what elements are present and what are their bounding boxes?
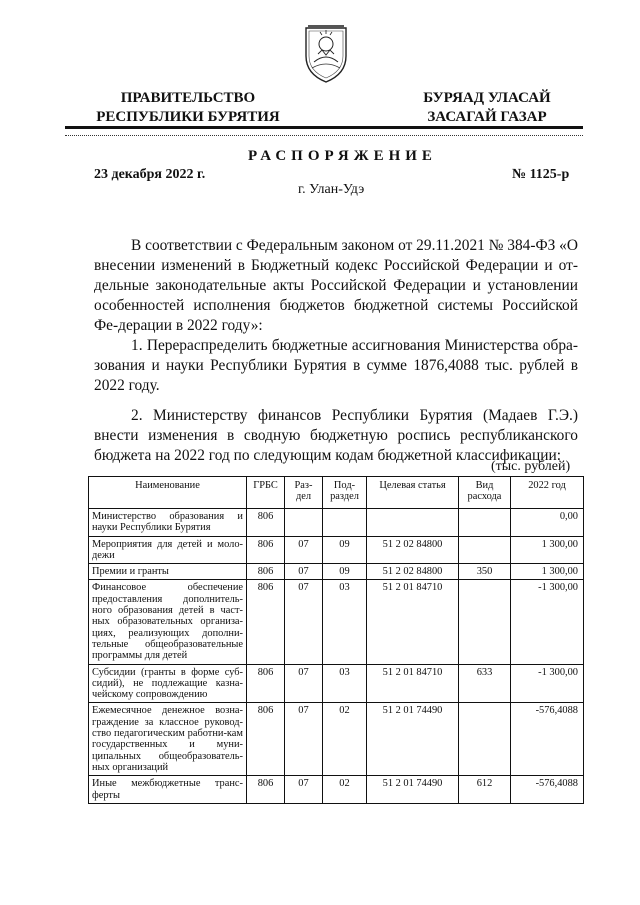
budget-table <box>88 476 584 804</box>
document-title: РАСПОРЯЖЕНИЕ <box>248 148 437 164</box>
cell-name: Министерство образования и науки Республики Бурятия <box>89 509 247 537</box>
cell-target-article: 51 2 02 84800 <box>367 536 459 564</box>
document-number: № 1125-р <box>512 167 570 182</box>
cell-name: Субсидии (гранты в форме суб-сидий), не подлежащие казна-чейскому сопровождению <box>89 664 247 703</box>
cell-section: 07 <box>285 776 323 804</box>
cell-grbs: 806 <box>247 509 285 537</box>
cell-expense-type <box>459 703 511 776</box>
table-row <box>89 776 584 804</box>
cell-amount: 0,00 <box>511 509 584 537</box>
header-right-line2: ЗАСАГАЙ ГАЗАР <box>427 109 547 125</box>
table-unit-label: (тыс. рублей) <box>491 459 571 474</box>
cell-subsection: 02 <box>323 776 367 804</box>
cell-name: Ежемесячное денежное возна-граждение за классное руковод-ство педагогическим работни-кам государственных и муни-ципальных общеобразователь-ных организаций <box>89 703 247 776</box>
cell-subsection: 03 <box>323 580 367 664</box>
cell-section: 07 <box>285 664 323 703</box>
paragraph-item-2: 2. Министерству финансов Республики Бурятия (Мадаев Г.Э.) внести изменения в сводную бюджетную роспись республиканского бюджета на 2022 год по следующим кодам бюджетной классификации: <box>94 407 578 464</box>
header-left <box>78 89 298 127</box>
table-row <box>89 664 584 703</box>
table-header-row <box>89 477 584 509</box>
column-header-subsection: Под-раздел <box>323 477 367 509</box>
cell-grbs: 806 <box>247 664 285 703</box>
cell-section: 07 <box>285 580 323 664</box>
cell-expense-type: 612 <box>459 776 511 804</box>
header-left-line1: ПРАВИТЕЛЬСТВО <box>120 90 256 106</box>
column-header-grbs: ГРБС <box>247 477 285 509</box>
cell-subsection: 09 <box>323 564 367 580</box>
cell-amount: 1 300,00 <box>511 536 584 564</box>
cell-target-article: 51 2 01 74490 <box>367 776 459 804</box>
cell-amount: 1 300,00 <box>511 564 584 580</box>
cell-name: Премии и гранты <box>89 564 247 580</box>
paragraph-item-1: 1. Перераспределить бюджетные ассигнования Министерства обра-зования и науки Республики Бурятия в сумме 1876,4088 тыс. рублей в 2022 году. <box>94 337 578 394</box>
cell-target-article: 51 2 01 74490 <box>367 703 459 776</box>
column-header-name: Наименование <box>89 477 247 509</box>
cell-grbs: 806 <box>247 536 285 564</box>
cell-section <box>285 509 323 537</box>
cell-section: 07 <box>285 703 323 776</box>
cell-subsection: 09 <box>323 536 367 564</box>
cell-target-article: 51 2 02 84800 <box>367 564 459 580</box>
table-row <box>89 580 584 664</box>
cell-subsection: 03 <box>323 664 367 703</box>
document-city: г. Улан-Удэ <box>298 182 365 197</box>
header-right-line1: БУРЯАД УЛАСАЙ <box>423 90 551 106</box>
cell-name: Финансовое обеспечение предоставления дополнитель-ного образования детей в част-ных образовательных организа-циях, реализующих дополни-тельные общеобразовательные программы для детей <box>89 580 247 664</box>
cell-grbs: 806 <box>247 703 285 776</box>
table-row <box>89 564 584 580</box>
cell-grbs: 806 <box>247 580 285 664</box>
cell-target-article: 51 2 01 84710 <box>367 664 459 703</box>
document-date: 23 декабря 2022 г. <box>94 167 206 182</box>
cell-target-article <box>367 509 459 537</box>
table-row <box>89 509 584 537</box>
cell-expense-type: 350 <box>459 564 511 580</box>
cell-name: Иные межбюджетные транс-ферты <box>89 776 247 804</box>
cell-amount: -1 300,00 <box>511 664 584 703</box>
column-header-expense-type: Вид расхода <box>459 477 511 509</box>
column-header-section: Раз-дел <box>285 477 323 509</box>
cell-section: 07 <box>285 564 323 580</box>
coat-of-arms-emblem <box>302 22 350 84</box>
header-rule <box>65 126 583 129</box>
header-left-line2: РЕСПУБЛИКИ БУРЯТИЯ <box>96 109 280 125</box>
cell-expense-type <box>459 509 511 537</box>
cell-name: Мероприятия для детей и моло-дежи <box>89 536 247 564</box>
cell-amount: -576,4088 <box>511 703 584 776</box>
cell-grbs: 806 <box>247 776 285 804</box>
cell-expense-type <box>459 536 511 564</box>
cell-grbs: 806 <box>247 564 285 580</box>
cell-amount: -1 300,00 <box>511 580 584 664</box>
header-dotted-rule <box>65 135 583 136</box>
paragraph-preamble: В соответствии с Федеральным законом от 29.11.2021 № 384-ФЗ «О внесении изменений в Бюджетный кодекс Российской Федерации и от-дельные законодательные акты Российской Федерации и установлении особенностей исполнения бюджетов бюджетной системы Российской Фе-дерации в 2022 году»: <box>94 237 578 334</box>
cell-target-article: 51 2 01 84710 <box>367 580 459 664</box>
table-row <box>89 703 584 776</box>
cell-section: 07 <box>285 536 323 564</box>
column-header-target-article: Целевая статья <box>367 477 459 509</box>
cell-expense-type: 633 <box>459 664 511 703</box>
cell-subsection: 02 <box>323 703 367 776</box>
cell-subsection <box>323 509 367 537</box>
cell-expense-type <box>459 580 511 664</box>
cell-amount: -576,4088 <box>511 776 584 804</box>
header-right <box>382 89 592 127</box>
table-row <box>89 536 584 564</box>
column-header-year-2022: 2022 год <box>511 477 584 509</box>
